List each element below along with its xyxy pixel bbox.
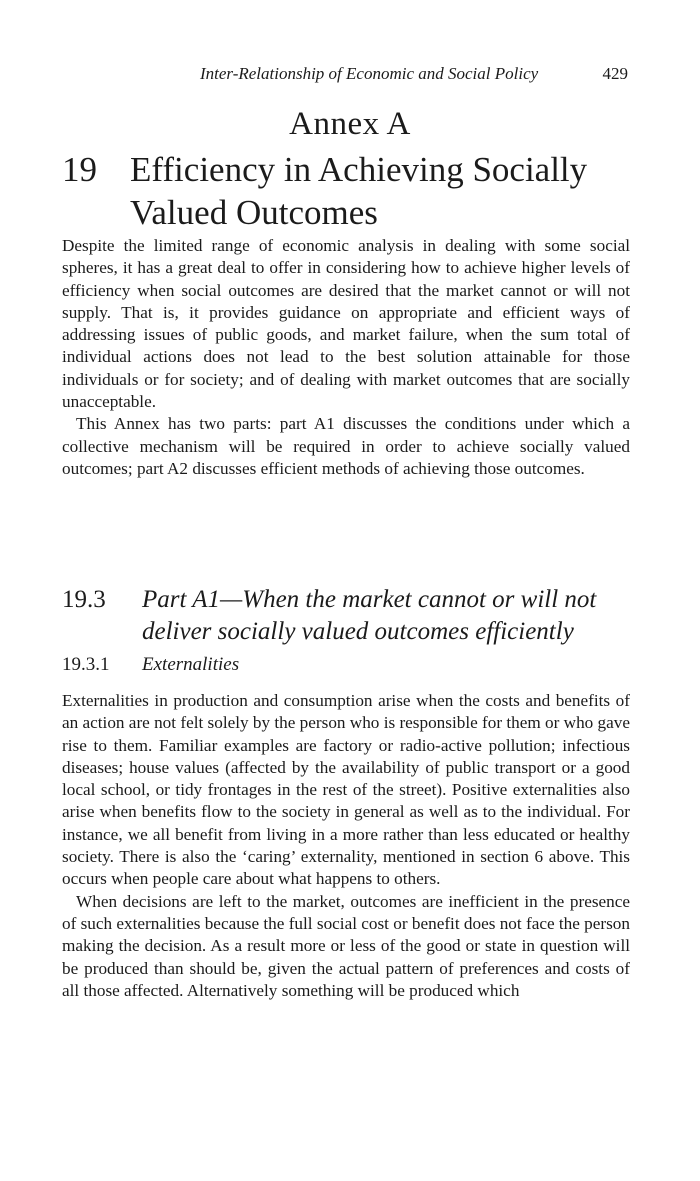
externalities-text — [62, 690, 630, 1002]
externalities-paragraph: Externalities in production and consumption arise when the costs and benefits of an action are not felt solely by the person who is responsible for them or who gave rise to them. Familiar examples are factory or radio-active pollution; infectious diseases; house values (affected by the availability of public transport or a good local school, or tidy frontages in the rest of the street). Positive externalities also arise when benefits flow to the society in general as well as to the individual. For instance, we all benefit from living in a more rather than less educated or healthy society. There is also the ‘caring’ externality, mentioned in section 6 above. This occurs when people care about what happens to others. — [62, 691, 630, 889]
chapter-number: 19 — [62, 150, 97, 189]
section-title: Part A1—When the market cannot or will not deliver socially valued outcomes efficiently — [142, 586, 597, 645]
intro-paragraph: This Annex has two parts: part A1 discusses the conditions under which a collective mechanism will be required in order to achieve socially valued outcomes; part A2 discusses efficient methods of achieving those outcomes. — [62, 414, 630, 478]
running-head-title: Inter-Relationship of Economic and Social Policy — [200, 64, 539, 83]
running-head — [200, 64, 628, 84]
intro-text — [62, 235, 630, 480]
page-number: 429 — [602, 64, 628, 83]
subsection-title: Externalities — [142, 654, 240, 675]
subsection-number: 19.3.1 — [62, 654, 110, 675]
chapter-title: Efficiency in Achieving Socially Valued Outcomes — [130, 150, 588, 232]
intro-paragraph: Despite the limited range of economic analysis in dealing with some social spheres, it has a great deal to offer in considering how to achieve higher levels of efficiency when social outcomes are desired that the market cannot or will not supply. That is, it provides guidance on appropriate and efficient ways of addressing issues of public goods, and market failure, when the sum total of individual actions does not lead to the best solution attainable for those individuals or for society; and of dealing with market outcomes that are socially unacceptable. — [62, 236, 630, 412]
externalities-paragraph: When decisions are left to the market, outcomes are inefficient in the presence of such externalities because the full social cost or benefit does not face the person making the decision. As a result more or less of the good or state in question will be produced than should be, given the actual pattern of preferences and costs of all those affected. Alternatively something will be produced which — [62, 891, 630, 1000]
annex-title: Annex A — [289, 106, 411, 142]
section-number: 19.3 — [62, 586, 106, 613]
